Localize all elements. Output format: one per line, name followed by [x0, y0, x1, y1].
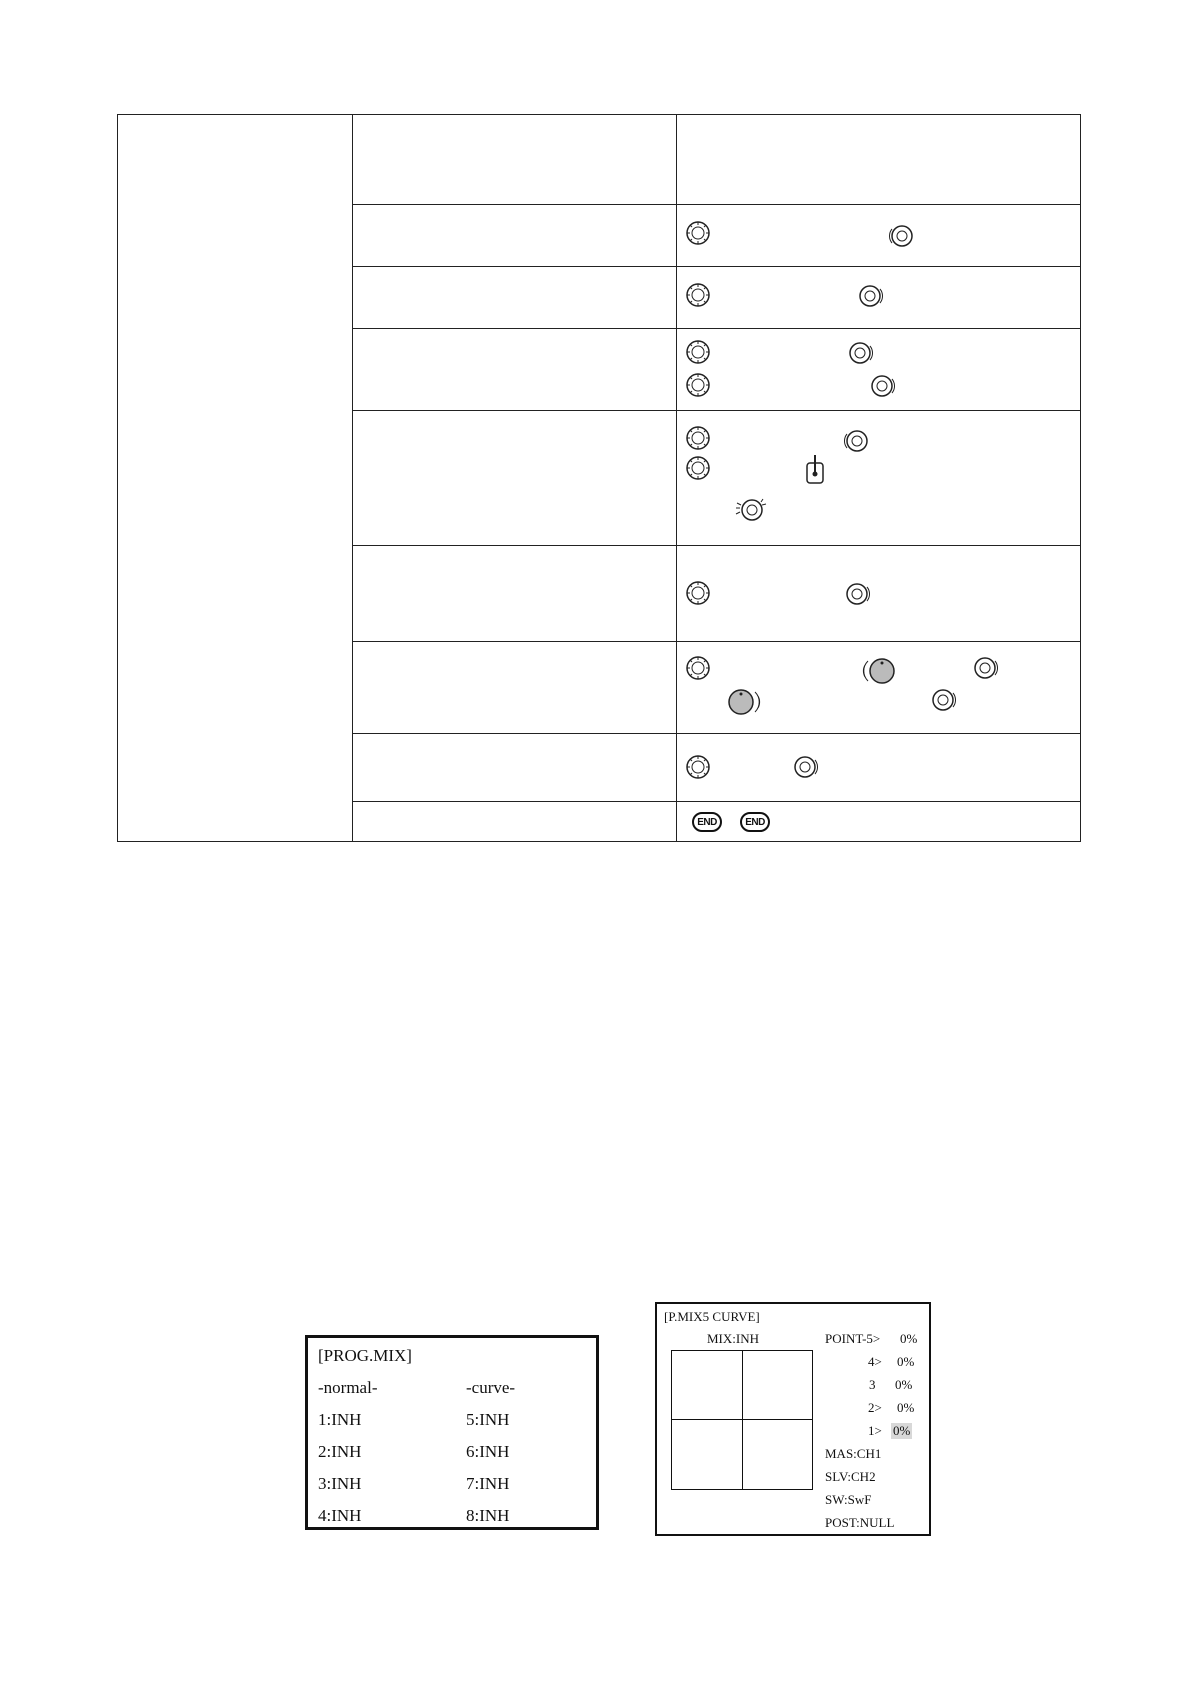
row-divider: [352, 733, 1080, 734]
point-label: 2>: [868, 1400, 882, 1415]
knob-icon: [862, 656, 896, 686]
post-setting: POST:NULL: [825, 1515, 895, 1530]
point-value: 0%: [900, 1331, 918, 1346]
point-value: 0%: [897, 1400, 915, 1415]
row-divider: [352, 204, 1080, 205]
column-header-curve: -curve-: [466, 1378, 516, 1397]
dial-rotate-icon: [843, 428, 869, 454]
column-header-normal: -normal-: [318, 1378, 378, 1397]
row-divider: [352, 266, 1080, 267]
point-label: 3: [869, 1377, 876, 1392]
curve-graph: [671, 1350, 813, 1490]
pmix-curve-screen: [655, 1302, 931, 1536]
mix-slot: 5:INH: [466, 1410, 510, 1429]
mix-slot: 4:INH: [318, 1506, 362, 1525]
prog-mix-screen: [305, 1335, 599, 1530]
point-value-selected: 0%: [893, 1423, 911, 1438]
dial-rotate-icon: [870, 373, 896, 399]
row-divider: [352, 801, 1080, 802]
mix-slot: 7:INH: [466, 1474, 510, 1493]
point-label: 4>: [868, 1354, 882, 1369]
dial-rotate-icon: [931, 687, 957, 713]
jog-dial-icon: [685, 455, 711, 481]
jog-dial-icon: [685, 655, 711, 681]
knob-icon: [727, 687, 761, 717]
row-divider: [352, 545, 1080, 546]
procedure-table: [117, 114, 1081, 842]
screen-title: [P.MIX5 CURVE]: [664, 1309, 760, 1324]
row-divider: [352, 410, 1080, 411]
mix-status: MIX:INH: [707, 1331, 759, 1346]
end-button-icon: END: [740, 812, 770, 832]
point-label: POINT-5>: [825, 1331, 881, 1346]
switch-setting: SW:SwF: [825, 1492, 872, 1507]
graph-axis: [742, 1351, 743, 1489]
jog-dial-icon: [685, 754, 711, 780]
mix-slot: 3:INH: [318, 1474, 362, 1493]
graph-axis: [672, 1419, 812, 1420]
dial-push-icon: [735, 495, 767, 525]
point-value: 0%: [895, 1377, 913, 1392]
point-label: 1>: [868, 1423, 882, 1438]
screen-title: [PROG.MIX]: [318, 1346, 412, 1365]
jog-dial-icon: [685, 220, 711, 246]
dial-rotate-icon: [848, 340, 874, 366]
row-divider: [352, 641, 1080, 642]
dial-rotate-icon: [845, 581, 871, 607]
row-divider: [352, 328, 1080, 329]
mix-slot: 2:INH: [318, 1442, 362, 1461]
dial-rotate-icon: [973, 655, 999, 681]
switch-icon: [803, 453, 827, 485]
jog-dial-icon: [685, 339, 711, 365]
mix-slot: 8:INH: [466, 1506, 510, 1525]
point-value: 0%: [897, 1354, 915, 1369]
jog-dial-icon: [685, 580, 711, 606]
jog-dial-icon: [685, 282, 711, 308]
end-button-icon: END: [692, 812, 722, 832]
slave-channel: SLV:CH2: [825, 1469, 876, 1484]
mix-slot: 6:INH: [466, 1442, 510, 1461]
jog-dial-icon: [685, 372, 711, 398]
master-channel: MAS:CH1: [825, 1446, 882, 1461]
dial-rotate-icon: [858, 283, 884, 309]
dial-rotate-icon: [888, 223, 914, 249]
jog-dial-icon: [685, 425, 711, 451]
mix-slot: 1:INH: [318, 1410, 362, 1429]
dial-rotate-icon: [793, 754, 819, 780]
